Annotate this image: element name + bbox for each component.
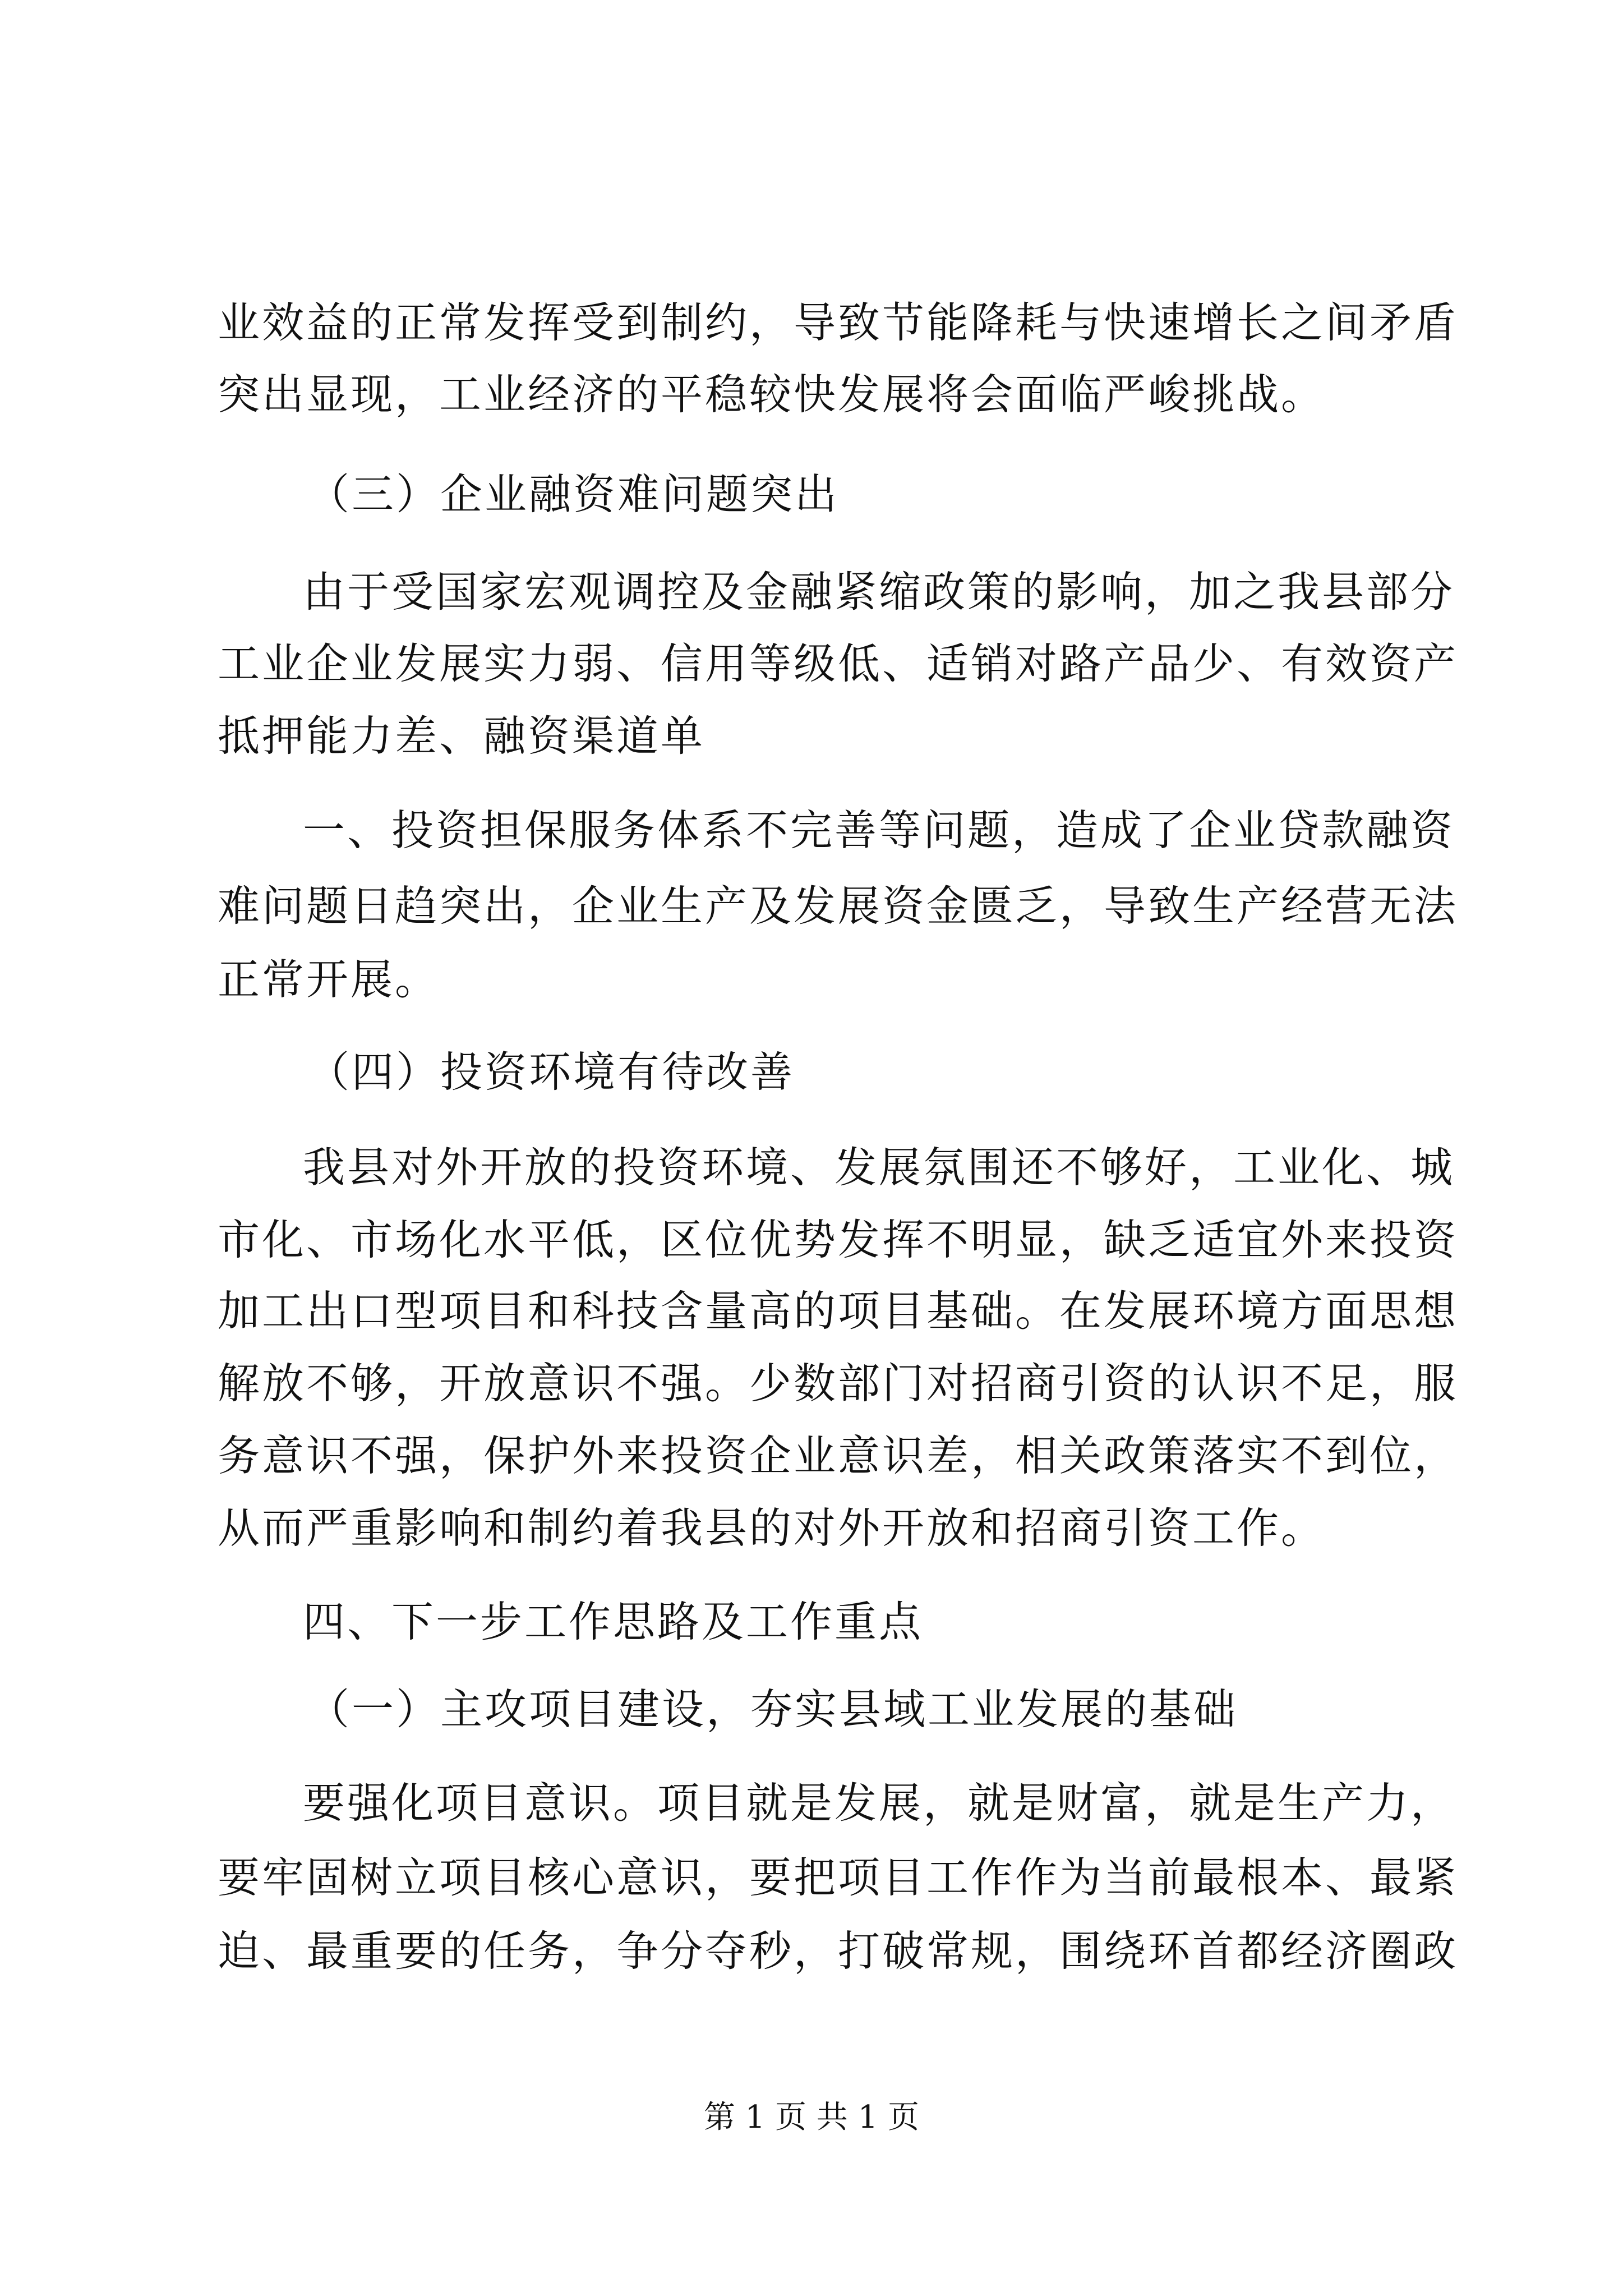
text-line: 务意识不强，保护外来投资企业意识差，相关政策落实不到位，	[218, 1431, 1459, 1480]
text-line: 由于受国家宏观调控及金融紧缩政策的影响，加之我县部分	[303, 567, 1455, 616]
page-footer: 第 1 页 共 1 页	[703, 2099, 920, 2136]
section-heading: （三）企业融资难问题突出	[307, 470, 840, 519]
text-line: 难问题日趋突出，企业生产及发展资金匮乏，导致生产经营无法	[218, 881, 1459, 931]
text-line: 业效益的正常发挥受到制约，导致节能降耗与快速增长之间矛盾	[218, 298, 1459, 347]
text-line: 突出显现，工业经济的平稳较快发展将会面临严峻挑战。	[218, 370, 1326, 419]
section-heading: （四）投资环境有待改善	[307, 1047, 795, 1097]
section-heading: 四、下一步工作思路及工作重点	[303, 1597, 924, 1646]
text-line: 我县对外开放的投资环境、发展氛围还不够好，工业化、城	[303, 1143, 1455, 1192]
text-line: 加工出口型项目和科技含量高的项目基础。在发展环境方面思想	[218, 1286, 1459, 1336]
text-line: 抵押能力差、融资渠道单	[218, 711, 706, 761]
text-line: 要强化项目意识。项目就是发展，就是财富，就是生产力，	[303, 1778, 1455, 1828]
text-line: 工业企业发展实力弱、信用等级低、适销对路产品少、有效资产	[218, 639, 1459, 688]
text-line: 一、投资担保服务体系不完善等问题，造成了企业贷款融资	[303, 806, 1455, 855]
text-line: 解放不够，开放意识不强。少数部门对招商引资的认识不足，服	[218, 1359, 1459, 1408]
text-line: 市化、市场化水平低，区位优势发挥不明显，缺乏适宜外来投资	[218, 1215, 1459, 1264]
text-line: 迫、最重要的任务，争分夺秒，打破常规，围绕环首都经济圈政	[218, 1926, 1459, 1976]
text-line: 正常开展。	[218, 955, 440, 1004]
text-line: 要牢固树立项目核心意识，要把项目工作作为当前最根本、最紧	[218, 1853, 1459, 1902]
text-line: 从而严重影响和制约着我县的对外开放和招商引资工作。	[218, 1503, 1326, 1553]
section-heading: （一）主攻项目建设，夯实县域工业发展的基础	[307, 1685, 1238, 1734]
